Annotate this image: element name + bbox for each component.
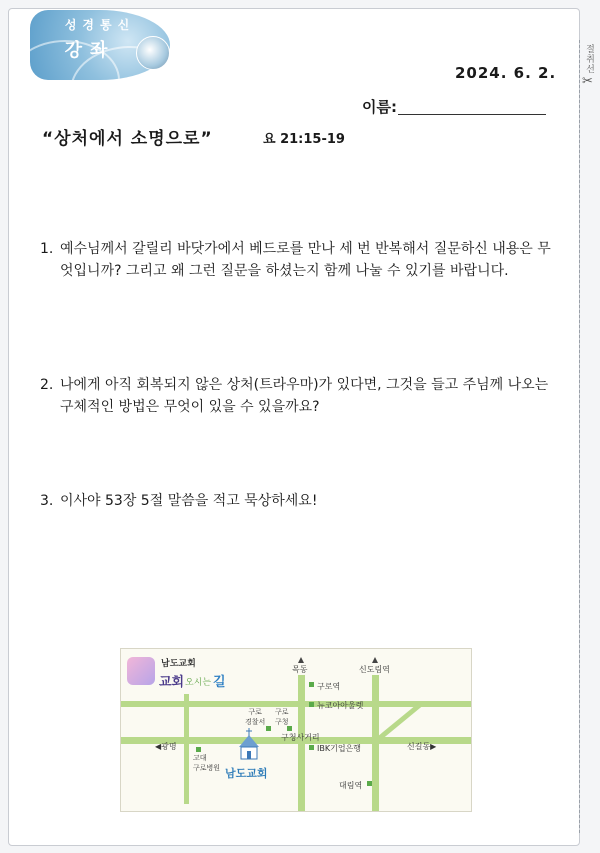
church-logo [127, 657, 155, 685]
name-field[interactable] [398, 114, 546, 115]
scripture-reference: 요 21:15-19 [263, 132, 345, 147]
name-label: 이름: [362, 98, 397, 116]
question-number: 2. [40, 377, 54, 393]
badge-title: 강좌 [64, 40, 116, 61]
label-sindorim: 신도림역 [359, 665, 390, 674]
question-text: 나에게 아직 회복되지 않은 상처(트라우마)가 있다면, 그것을 들고 주님께 나오는 구체적인 방법은 무엇이 있을 수 있을까요? [60, 377, 549, 415]
question-text: 예수님께서 갈릴리 바닷가에서 베드로를 만나 세 번 반복해서 질문하신 내용은 무엇입니까? 그리고 왜 그런 질문을 하셨는지 함께 나눌 수 있기를 바랍니다. [60, 241, 551, 279]
label-crossroad: 구청사거리 [281, 733, 320, 742]
question-text: 이사야 53장 5절 말씀을 적고 묵상하세요! [60, 493, 318, 509]
question-number: 1. [40, 241, 54, 257]
map-heading-directions: 오시는 [185, 678, 212, 688]
label-church: 남도교회 [225, 767, 268, 780]
label-gu-office: 구로 구청 [275, 708, 289, 726]
scissors-icon: ✂ [582, 74, 593, 89]
directions-map [120, 648, 472, 812]
label-newcore: 뉴코아아울렛 [317, 701, 364, 710]
map-heading-road: 길 [213, 675, 226, 690]
globe-icon [136, 36, 170, 70]
date: 2024. 6. 2. [455, 64, 557, 82]
cut-label: 절취선 [584, 44, 594, 74]
lesson-title: “상처에서 소명으로” [42, 129, 213, 149]
label-ibk: IBK기업은행 [317, 744, 362, 753]
badge-subtitle: 성경통신 [64, 18, 136, 32]
map-heading-church: 교회 [159, 675, 185, 690]
question-number: 3. [40, 493, 54, 509]
label-gwangmyeong: ◀광명 [155, 742, 177, 751]
label-mokdong: 목동 [292, 665, 308, 674]
label-guro-station: 구로역 [317, 682, 341, 691]
map-church-name: 남도교회 [161, 659, 196, 669]
church-icon [239, 728, 259, 759]
label-police: 구로 경찰서 [245, 708, 266, 726]
cut-line [579, 40, 580, 833]
label-korea-univ-hospital: 고대 구로병원 [193, 754, 221, 772]
label-daerim: 대림역 [339, 781, 363, 790]
label-singil: 신길동▶ [407, 742, 437, 751]
